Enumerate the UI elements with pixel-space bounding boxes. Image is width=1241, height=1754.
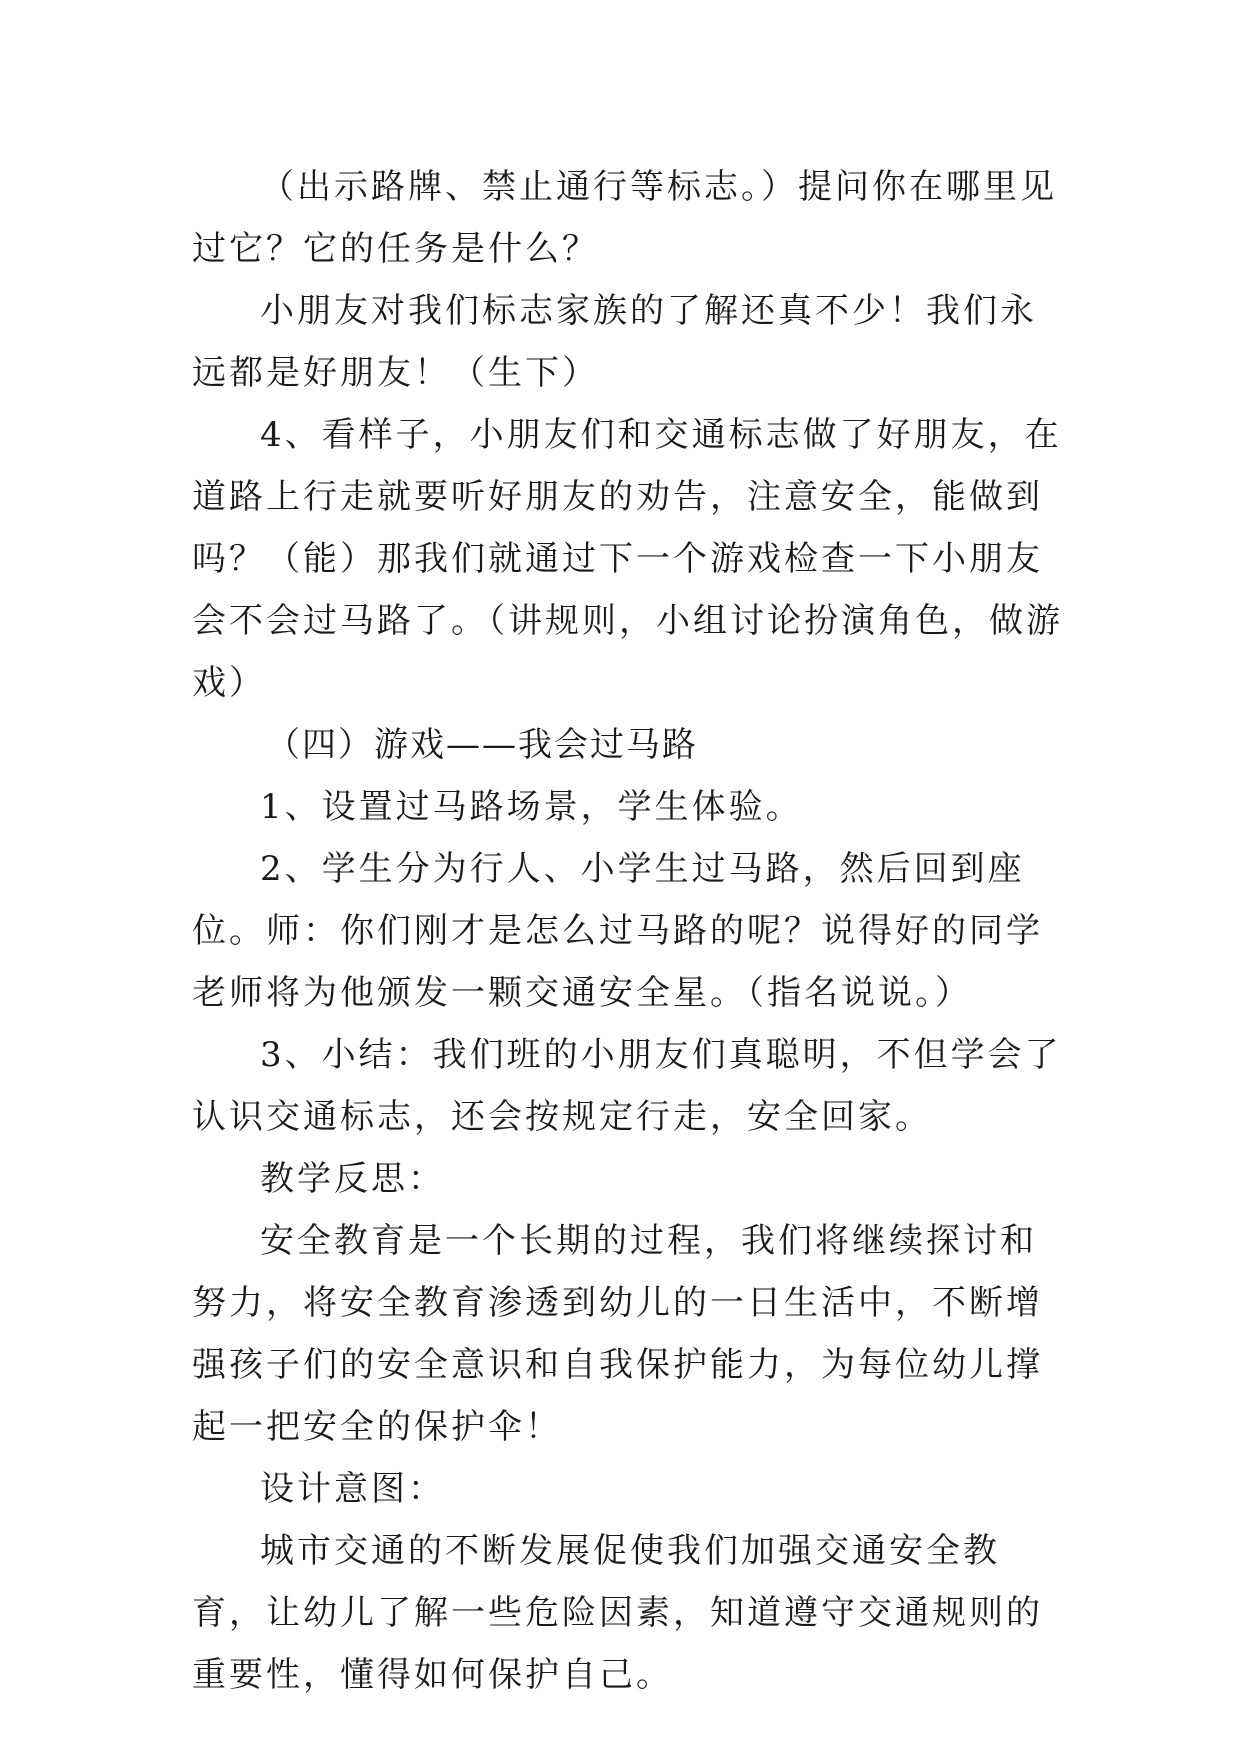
paragraph-design-intent: 城市交通的不断发展促使我们加强交通安全教育，让幼儿了解一些危险因素，知道遵守交通规则的重要性，懂得如何保护自己。 xyxy=(192,1531,1043,1695)
paragraph-step-3-summary: 3、小结：我们班的小朋友们真聪明，不但学会了认识交通标志，还会按规定行走，安全回家。 xyxy=(192,1035,1062,1137)
paragraph-step-1: 1、设置过马路场景，学生体验。 xyxy=(260,787,803,827)
paragraph-show-signs: （出示路牌、禁止通行等标志。）提问你在哪里见过它？它的任务是什么？ xyxy=(192,167,1057,269)
paragraph-reflection: 安全教育是一个长期的过程，我们将继续探讨和努力，将安全教育渗透到幼儿的一日生活中，不断增强孩子们的安全意识和自我保护能力，为每位幼儿撑起一把安全的保护伞！ xyxy=(192,1221,1043,1447)
section-heading-game: （四）游戏——我会过马路 xyxy=(266,725,698,765)
document-body xyxy=(192,156,1072,1706)
section-heading-reflection: 教学反思： xyxy=(260,1159,445,1199)
paragraph-good-friends: 小朋友对我们标志家族的了解还真不少！我们永远都是好朋友！（生下） xyxy=(192,291,1037,393)
section-heading-design-intent: 设计意图： xyxy=(260,1469,445,1509)
paragraph-step-2: 2、学生分为行人、小学生过马路，然后回到座位。师：你们刚才是怎么过马路的呢？说得好的同学老师将为他颁发一颗交通安全星。（指名说说。） xyxy=(192,849,1043,1013)
paragraph-step-4: 4、看样子，小朋友们和交通标志做了好朋友，在道路上行走就要听好朋友的劝告，注意安全，能做到吗？（能）那我们就通过下一个游戏检查一下小朋友会不会过马路了。（讲规则，小组讨论扮演角色，做游戏） xyxy=(192,415,1063,703)
